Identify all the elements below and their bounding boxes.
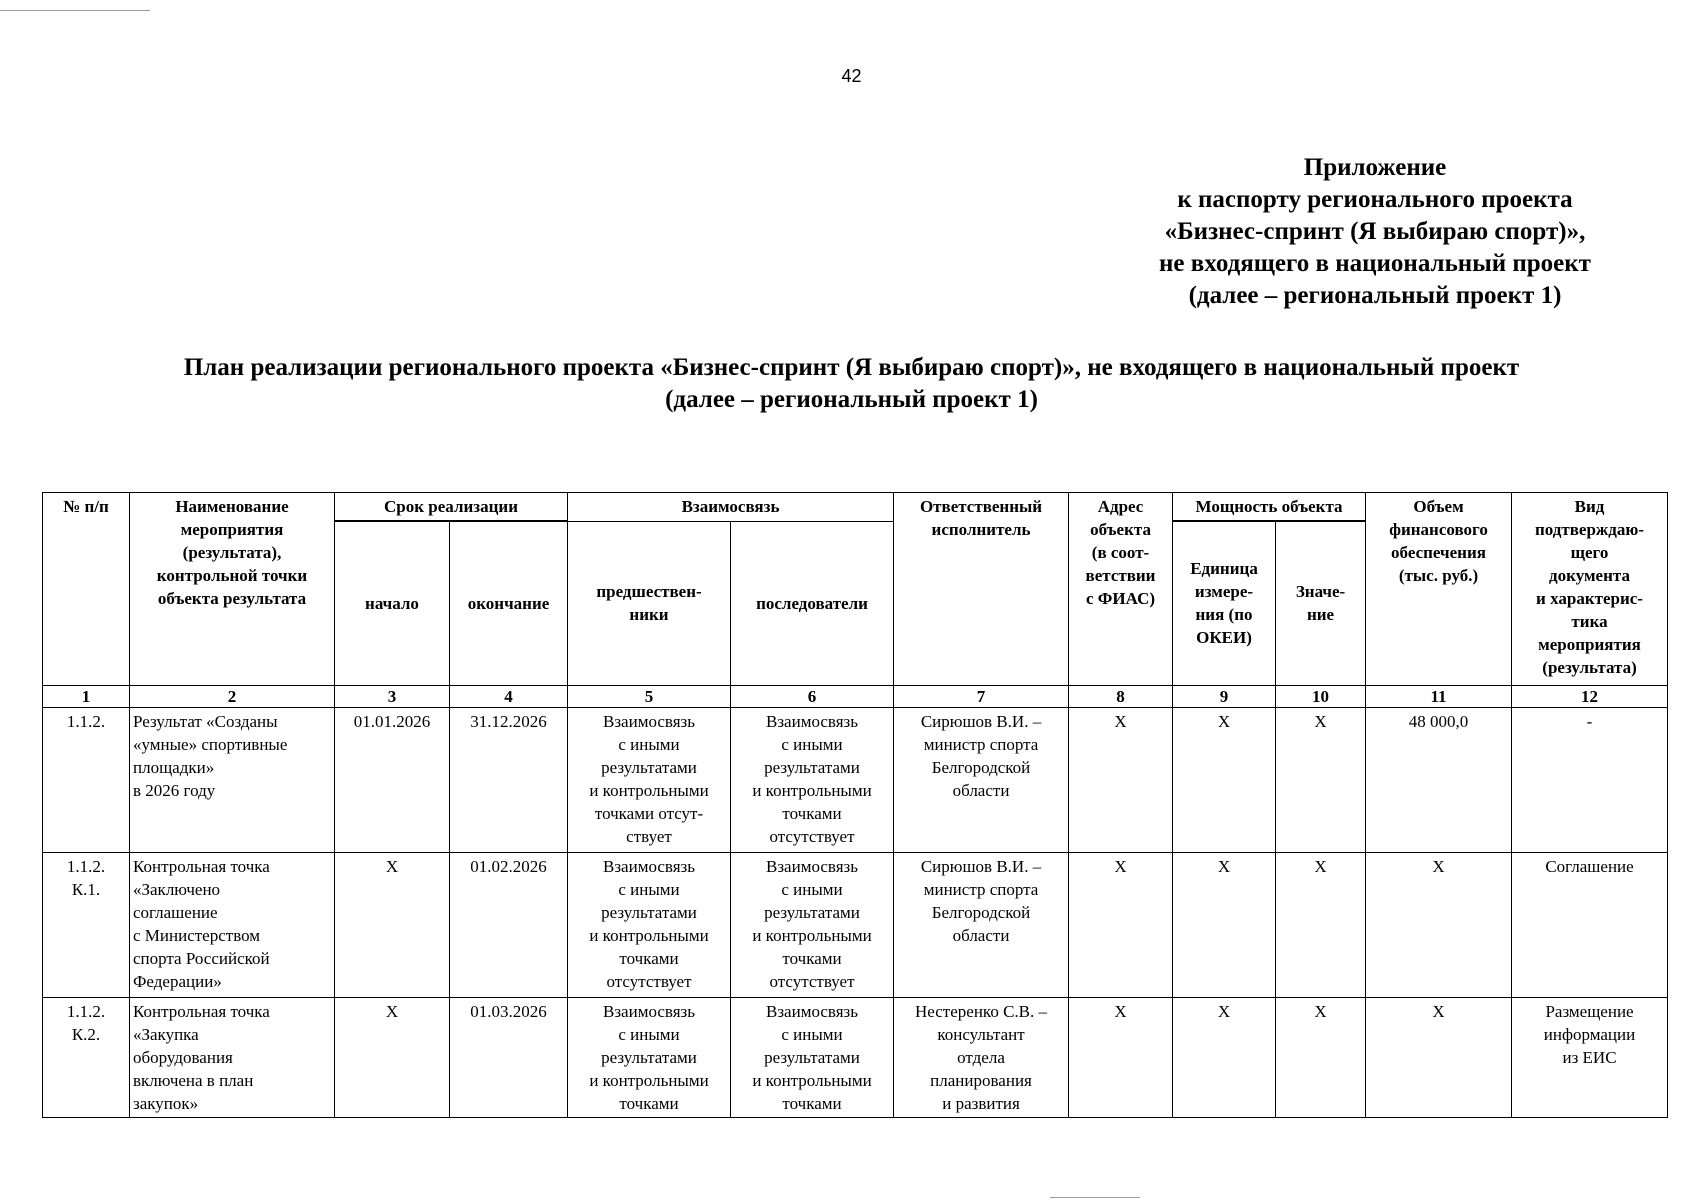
cell-address — [1069, 852, 1173, 997]
header-finance-line: Объем — [1413, 497, 1464, 516]
cell-responsible-line: области — [952, 925, 1010, 945]
table-row — [43, 852, 1668, 997]
cell-name-line: Контрольная точка — [133, 1001, 270, 1021]
header-doc — [1512, 493, 1668, 686]
header-doc-line: (результата) — [1542, 658, 1637, 677]
header-capacity-value-line: Значе- — [1295, 582, 1346, 602]
appendix-heading — [1080, 152, 1670, 312]
header-doc-line: тика — [1571, 612, 1608, 631]
cell-start-text: 01.01.2026 — [353, 711, 431, 731]
cell-name-line: спорта Российской — [133, 948, 270, 968]
cell-start-text: X — [385, 1001, 399, 1021]
header-responsible-line: Ответственный — [919, 497, 1043, 516]
cell-finance-text: X — [1432, 856, 1445, 876]
cell-doc — [1512, 997, 1668, 1117]
cell-succ — [731, 997, 894, 1117]
header-doc-line: мероприятия — [1538, 635, 1641, 654]
cell-name-line: Федерации» — [133, 971, 222, 991]
column-number: 2 — [130, 685, 335, 707]
cell-end — [450, 707, 568, 852]
header-finance-line: финансового — [1389, 520, 1488, 539]
cell-succ-line: с иными — [781, 734, 843, 754]
cell-pred-line: с иными — [618, 1024, 680, 1044]
cell-name-line: Результат «Созданы — [133, 711, 278, 731]
cell-address-text: X — [1114, 1001, 1127, 1021]
table-body — [43, 707, 1668, 1117]
cell-responsible-line: Белгородской — [931, 757, 1031, 777]
cell-num-line: К.1. — [71, 879, 101, 899]
cell-finance — [1366, 852, 1512, 997]
appendix-heading-line: Приложение — [1303, 154, 1447, 181]
cell-succ-line: точками — [782, 1093, 842, 1113]
cell-end — [450, 852, 568, 997]
cell-pred-line: ствует — [626, 826, 672, 846]
column-number: 12 — [1512, 685, 1668, 707]
cell-pred-line: Взаимосвязь — [603, 1001, 696, 1021]
cell-doc-line: информации — [1543, 1024, 1636, 1044]
table-header — [43, 493, 1668, 708]
header-period-end: окончание — [450, 521, 568, 685]
cell-start — [335, 997, 450, 1117]
cell-responsible — [894, 707, 1069, 852]
cell-responsible-line: отдела — [957, 1047, 1005, 1067]
header-link-pred-line: предшествен- — [596, 582, 702, 601]
cell-succ-line: результатами — [764, 757, 860, 777]
header-address-line: объекта — [1090, 520, 1151, 539]
header-name-line: (результата), — [182, 543, 282, 562]
cell-end — [450, 997, 568, 1117]
cell-address — [1069, 997, 1173, 1117]
cell-name-line: Контрольная точка — [133, 856, 270, 876]
cell-pred-line: точками — [619, 1093, 679, 1113]
cell-unit — [1173, 852, 1276, 997]
cell-name-line: соглашение — [133, 902, 218, 922]
cell-succ-line: результатами — [764, 902, 860, 922]
header-capacity-unit-line: ния (по — [1195, 605, 1253, 625]
column-number: 4 — [450, 685, 568, 707]
plan-title-line: План реализации регионального проекта «Бизнес-спринт (Я выбираю спорт)», не входящего в национальный проект — [183, 354, 1520, 381]
cell-value-text: X — [1314, 711, 1327, 731]
cell-pred-line: результатами — [601, 1047, 697, 1067]
plan-title — [40, 352, 1663, 416]
cell-end-text: 01.02.2026 — [470, 856, 547, 876]
cell-start-text: X — [385, 856, 399, 876]
scan-artifact-line — [0, 10, 150, 11]
cell-name-line: «Закупка — [133, 1024, 199, 1044]
cell-responsible — [894, 852, 1069, 997]
header-name-line: объекта результата — [157, 589, 307, 608]
column-number: 1 — [43, 685, 130, 707]
cell-responsible-line: консультант — [937, 1024, 1025, 1044]
cell-address — [1069, 707, 1173, 852]
header-name-line: Наименование — [175, 497, 289, 516]
cell-unit-text: X — [1217, 1001, 1231, 1021]
cell-num-line: 1.1.2. — [66, 856, 106, 876]
cell-name-line: закупок» — [133, 1093, 199, 1113]
header-address — [1069, 493, 1173, 686]
cell-pred-line: Взаимосвязь — [603, 711, 696, 731]
cell-name-line: площадки» — [133, 757, 215, 777]
cell-doc-line: - — [1586, 711, 1593, 731]
cell-succ-line: Взаимосвязь — [766, 856, 859, 876]
appendix-heading-line: не входящего в национальный проект — [1159, 250, 1591, 277]
cell-doc-line: Соглашение — [1545, 856, 1634, 876]
header-responsible-line: исполнитель — [931, 520, 1031, 539]
header-address-line: с ФИАС) — [1086, 589, 1156, 608]
cell-num — [43, 997, 130, 1117]
cell-num — [43, 852, 130, 997]
cell-responsible-line: и развития — [942, 1093, 1020, 1113]
cell-succ-line: и контрольными — [752, 1070, 872, 1090]
cell-name-line: «Заключено — [133, 879, 221, 899]
appendix-heading-line: (далее – региональный проект 1) — [1188, 282, 1562, 309]
cell-name-line: оборудования — [133, 1047, 233, 1067]
cell-succ-line: с иными — [781, 1024, 843, 1044]
cell-responsible-line: Нестеренко С.В. – — [915, 1001, 1047, 1021]
header-doc-line: щего — [1570, 543, 1609, 562]
cell-succ-line: с иными — [781, 879, 843, 899]
header-link-succ: последователи — [731, 521, 894, 685]
header-capacity-unit-line: измере- — [1194, 582, 1254, 602]
header-link-pred-line: ники — [629, 605, 669, 624]
header-finance — [1366, 493, 1512, 686]
cell-pred-line: и контрольными — [589, 1070, 709, 1090]
header-link-pred — [568, 521, 731, 685]
column-number: 6 — [731, 685, 894, 707]
column-number-row — [43, 685, 1668, 707]
cell-value — [1276, 997, 1366, 1117]
column-number: 7 — [894, 685, 1069, 707]
cell-pred-line: точками — [619, 948, 679, 968]
header-period-start: начало — [335, 521, 450, 685]
header-num: № п/п — [43, 493, 130, 686]
cell-value — [1276, 707, 1366, 852]
cell-num — [43, 707, 130, 852]
cell-value — [1276, 852, 1366, 997]
column-number: 9 — [1173, 685, 1276, 707]
header-name-line: контрольной точки — [156, 566, 308, 585]
cell-unit — [1173, 707, 1276, 852]
appendix-heading-line: к паспорту регионального проекта — [1177, 186, 1573, 213]
cell-doc — [1512, 852, 1668, 997]
column-number: 11 — [1366, 685, 1512, 707]
header-capacity-unit-line: Единица — [1190, 559, 1258, 579]
cell-succ-line: Взаимосвязь — [766, 711, 859, 731]
cell-end-text: 31.12.2026 — [470, 711, 547, 731]
cell-responsible-line: Сирюшов В.И. – — [920, 856, 1042, 876]
cell-doc-line: Размещение — [1545, 1001, 1634, 1021]
header-finance-line: обеспечения — [1391, 543, 1486, 562]
cell-unit-text: X — [1217, 711, 1231, 731]
header-capacity-unit — [1173, 521, 1276, 685]
cell-succ-line: Взаимосвязь — [766, 1001, 859, 1021]
cell-doc — [1512, 707, 1668, 852]
cell-name-line: с Министерством — [133, 925, 261, 945]
cell-pred-line: и контрольными — [589, 925, 709, 945]
header-responsible — [894, 493, 1069, 686]
cell-pred-line: и контрольными — [589, 780, 709, 800]
cell-pred-line: с иными — [618, 879, 680, 899]
header-capacity-unit-line: ОКЕИ) — [1196, 628, 1252, 648]
plan-title-line: (далее – региональный проект 1) — [665, 386, 1038, 413]
cell-succ-line: и контрольными — [752, 925, 872, 945]
cell-responsible-line: области — [952, 780, 1010, 800]
header-doc-line: и характерис- — [1536, 589, 1643, 608]
appendix-heading-line: «Бизнес-спринт (Я выбираю спорт)», — [1164, 218, 1586, 245]
cell-succ-line: отсутствует — [769, 826, 855, 846]
cell-pred-line: отсутствует — [606, 971, 692, 991]
cell-responsible-line: министр спорта — [923, 879, 1039, 899]
cell-succ-line: отсутствует — [769, 971, 855, 991]
cell-succ-line: и контрольными — [752, 780, 872, 800]
header-capacity: Мощность объекта — [1173, 493, 1366, 522]
cell-succ — [731, 852, 894, 997]
cell-finance — [1366, 707, 1512, 852]
cell-finance-text: X — [1432, 1001, 1445, 1021]
column-number: 5 — [568, 685, 731, 707]
page-number: 42 — [841, 66, 862, 86]
cell-name — [130, 707, 335, 852]
cell-succ-line: точками — [782, 803, 842, 823]
cell-responsible-line: планирования — [930, 1070, 1032, 1090]
header-address-line: ветствии — [1085, 566, 1156, 585]
cell-start — [335, 852, 450, 997]
column-number: 10 — [1276, 685, 1366, 707]
cell-unit — [1173, 997, 1276, 1117]
header-finance-line: (тыс. руб.) — [1398, 566, 1479, 585]
cell-name-line: «умные» спортивные — [133, 734, 288, 754]
cell-unit-text: X — [1217, 856, 1231, 876]
cell-responsible-line: Белгородской — [931, 902, 1031, 922]
cell-value-text: X — [1314, 1001, 1327, 1021]
cell-pred-line: результатами — [601, 902, 697, 922]
cell-num-line: К.2. — [71, 1024, 101, 1044]
cell-name-line: в 2026 году — [133, 780, 216, 800]
plan-table — [42, 492, 1668, 1118]
cell-name — [130, 997, 335, 1117]
cell-responsible-line: Сирюшов В.И. – — [920, 711, 1042, 731]
cell-responsible — [894, 997, 1069, 1117]
column-number: 3 — [335, 685, 450, 707]
cell-succ-line: точками — [782, 948, 842, 968]
cell-end-text: 01.03.2026 — [470, 1001, 547, 1021]
cell-num-line: 1.1.2. — [66, 1001, 106, 1021]
cell-address-text: X — [1114, 711, 1127, 731]
header-link: Взаимосвязь — [568, 493, 894, 522]
header-doc-line: документа — [1549, 566, 1630, 585]
cell-pred — [568, 852, 731, 997]
cell-value-text: X — [1314, 856, 1327, 876]
header-row — [43, 493, 1668, 522]
header-address-line: Адрес — [1097, 497, 1144, 516]
header-name-line: мероприятия — [180, 520, 284, 539]
cell-pred — [568, 997, 731, 1117]
table-row — [43, 707, 1668, 852]
cell-address-text: X — [1114, 856, 1127, 876]
column-number: 8 — [1069, 685, 1173, 707]
cell-pred-line: результатами — [601, 757, 697, 777]
header-name — [130, 493, 335, 686]
table-row — [43, 997, 1668, 1117]
header-capacity-value-line: ние — [1306, 605, 1335, 625]
header-period: Срок реализации — [335, 493, 568, 522]
cell-doc-line: из ЕИС — [1562, 1047, 1617, 1067]
cell-pred-line: Взаимосвязь — [603, 856, 696, 876]
scan-artifact-line — [1050, 1197, 1140, 1198]
header-capacity-value — [1276, 521, 1366, 685]
cell-finance — [1366, 997, 1512, 1117]
cell-start — [335, 707, 450, 852]
cell-num-line: 1.1.2. — [66, 711, 106, 731]
header-address-line: (в соот- — [1091, 543, 1150, 562]
cell-succ — [731, 707, 894, 852]
cell-name — [130, 852, 335, 997]
cell-succ-line: результатами — [764, 1047, 860, 1067]
cell-pred-line: точками отсут- — [594, 803, 704, 823]
cell-pred — [568, 707, 731, 852]
header-doc-line: подтверждаю- — [1535, 520, 1645, 539]
header-doc-line: Вид — [1574, 497, 1605, 516]
cell-name-line: включена в план — [133, 1070, 254, 1090]
cell-pred-line: с иными — [618, 734, 680, 754]
cell-finance-text: 48 000,0 — [1408, 711, 1469, 731]
cell-responsible-line: министр спорта — [923, 734, 1039, 754]
